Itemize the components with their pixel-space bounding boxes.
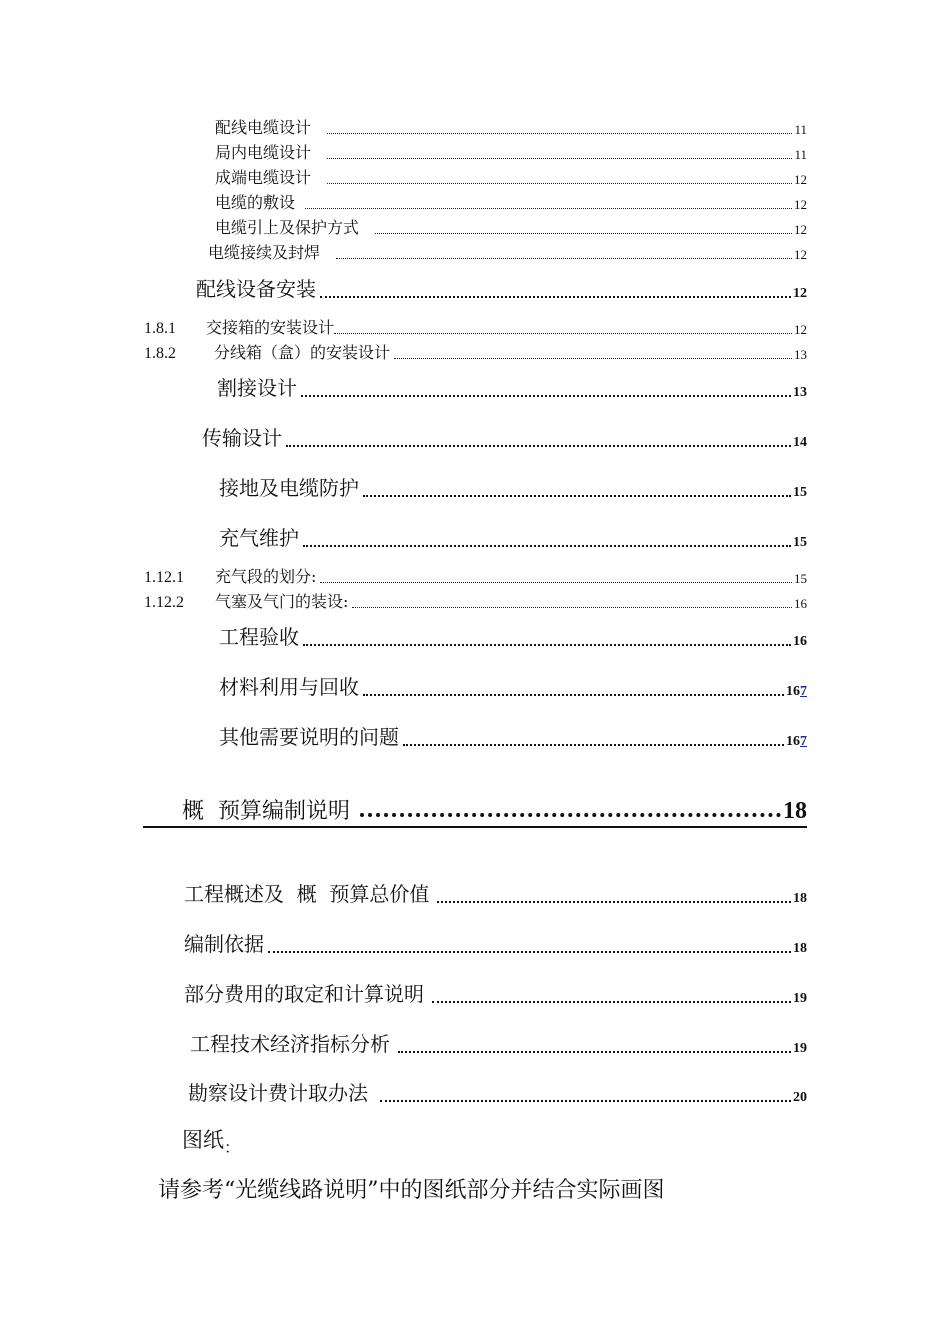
toc-page-number: 16: [793, 634, 807, 649]
toc-leader: [375, 232, 792, 234]
toc-page-number: 19: [793, 991, 807, 1006]
toc-entry[interactable]: [144, 565, 807, 587]
toc-entry-title: 充气维护: [219, 526, 299, 550]
toc-leader: [363, 494, 791, 497]
toc-page-number: 12: [794, 197, 807, 212]
toc-entry-title: 成端电缆设计: [215, 168, 312, 187]
toc-page-number: 14: [793, 435, 807, 450]
toc-entry[interactable]: [219, 720, 807, 750]
toc-leader: [327, 132, 792, 134]
toc-entry-title: 割接设计: [217, 376, 297, 400]
toc-entry[interactable]: [184, 877, 807, 907]
toc-entry[interactable]: [215, 116, 807, 138]
toc-entry[interactable]: [196, 272, 807, 302]
toc-page-number: 15: [793, 485, 807, 500]
toc-entry-title: 部分费用的取定和计算说明: [184, 982, 424, 1006]
toc-entry[interactable]: [215, 166, 807, 188]
toc-page-number: 13: [793, 385, 807, 400]
toc-entry[interactable]: [144, 590, 807, 612]
toc-entry-title: 气塞及气门的装设:: [215, 592, 349, 611]
toc-entry-title: 分线箱（盒）的安装设计: [214, 343, 391, 362]
toc-page-number-head: 16: [786, 734, 800, 749]
toc-entry-title: 勘察设计费计取办法: [188, 1081, 368, 1105]
toc-leader: [437, 900, 791, 903]
toc-entry-title: 电缆接续及封焊: [208, 243, 321, 262]
toc-leader: [336, 257, 792, 259]
toc-entry-title: 其他需要说明的问题: [219, 725, 399, 749]
toc-page-number: 18: [783, 798, 807, 824]
toc-entry-title: 配线设备安装: [196, 277, 316, 301]
toc-leader: [327, 157, 792, 159]
toc-leader: [286, 444, 791, 447]
toc-page-number: 18: [793, 941, 807, 956]
toc-entry[interactable]: [219, 670, 807, 700]
toc-leader: [305, 207, 792, 209]
toc-entry-number: 1.12.2: [144, 594, 184, 611]
toc-leader: [327, 182, 792, 184]
toc-leader: [303, 643, 791, 646]
toc-entry-title: 传输设计: [202, 426, 282, 450]
toc-page-number: 20: [793, 1090, 807, 1105]
toc-page-number: 12: [794, 247, 807, 262]
toc-entry-title: 工程验收: [219, 625, 299, 649]
toc-entry-title: 充气段的划分:: [215, 567, 317, 586]
toc-entry[interactable]: [219, 521, 807, 551]
toc-entry[interactable]: [184, 927, 807, 957]
toc-leader: [403, 743, 784, 746]
toc-entry[interactable]: [215, 216, 807, 238]
toc-leader: [363, 693, 784, 696]
toc-leader: [380, 1099, 791, 1102]
toc-entry-title: 配线电缆设计: [215, 118, 312, 137]
toc-leader: [352, 606, 792, 608]
toc-entry[interactable]: [217, 371, 807, 401]
drawings-heading-colon: ：: [224, 1138, 241, 1157]
toc-page-number: 19: [793, 1041, 807, 1056]
toc-entry[interactable]: [184, 977, 807, 1007]
toc-chapter-entry[interactable]: [182, 793, 807, 825]
toc-entry[interactable]: [215, 191, 807, 213]
toc-entry-title: 概 预算编制说明: [182, 799, 350, 824]
toc-entry-title: 电缆的敷设: [215, 193, 296, 212]
toc-page-number: 11: [794, 147, 807, 162]
toc-entry-title: 局内电缆设计: [215, 143, 312, 162]
drawings-heading: [182, 1124, 241, 1157]
toc-page-number: 15: [794, 571, 807, 586]
toc-entry[interactable]: [190, 1027, 807, 1057]
toc-entry[interactable]: [188, 1076, 807, 1106]
toc-page-number: 12: [793, 286, 807, 301]
toc-page-number-head: 16: [786, 684, 800, 699]
toc-entry-title: 接地及电缆防护: [219, 476, 359, 500]
toc-page-number-tail: 7: [800, 684, 807, 699]
toc-entry[interactable]: [202, 421, 807, 451]
toc-entry[interactable]: [144, 316, 807, 338]
toc-page-number: 12: [794, 172, 807, 187]
toc-page-number: [786, 734, 807, 750]
drawings-note: 请参考“光缆线路说明”中的图纸部分并结合实际画图: [158, 1178, 665, 1203]
toc-entry[interactable]: [219, 471, 807, 501]
toc-leader: [360, 812, 781, 817]
toc-page-number: 11: [794, 122, 807, 137]
toc-entry-title: 编制依据: [184, 932, 264, 956]
toc-entry-number: 1.12.1: [144, 569, 184, 586]
toc-page-number-tail: 7: [800, 734, 807, 749]
toc-page-number: 12: [794, 322, 807, 337]
toc-entry[interactable]: [215, 141, 807, 163]
toc-entry-title: 工程技术经济指标分析: [190, 1032, 390, 1056]
toc-leader: [320, 295, 791, 298]
toc-leader: [394, 357, 792, 359]
toc-leader: [268, 950, 791, 953]
toc-page-number: 16: [794, 596, 807, 611]
toc-entry[interactable]: [219, 620, 807, 650]
chapter-underline: [143, 826, 807, 828]
toc-entry-title: 电缆引上及保护方式: [215, 218, 360, 237]
toc-leader: [334, 332, 792, 334]
toc-leader: [398, 1050, 791, 1053]
toc-leader: [301, 394, 791, 397]
toc-page-number: 15: [793, 535, 807, 550]
toc-leader: [432, 1000, 791, 1003]
toc-entry[interactable]: [208, 241, 807, 263]
toc-page-number: 18: [793, 891, 807, 906]
toc-leader: [303, 544, 791, 547]
toc-leader: [320, 581, 792, 583]
toc-entry-number: 1.8.1: [144, 320, 176, 337]
drawings-heading-text: 图纸: [182, 1128, 224, 1152]
toc-entry-title: 交接箱的安装设计: [206, 318, 335, 337]
toc-entry-number: 1.8.2: [144, 345, 176, 362]
toc-entry-title: 材料利用与回收: [219, 675, 359, 699]
toc-page-number: [786, 684, 807, 700]
toc-entry-title: 工程概述及 概 预算总价值: [184, 882, 430, 906]
toc-page-number: 13: [794, 347, 807, 362]
toc-entry[interactable]: [144, 341, 807, 363]
toc-page-number: 12: [794, 222, 807, 237]
